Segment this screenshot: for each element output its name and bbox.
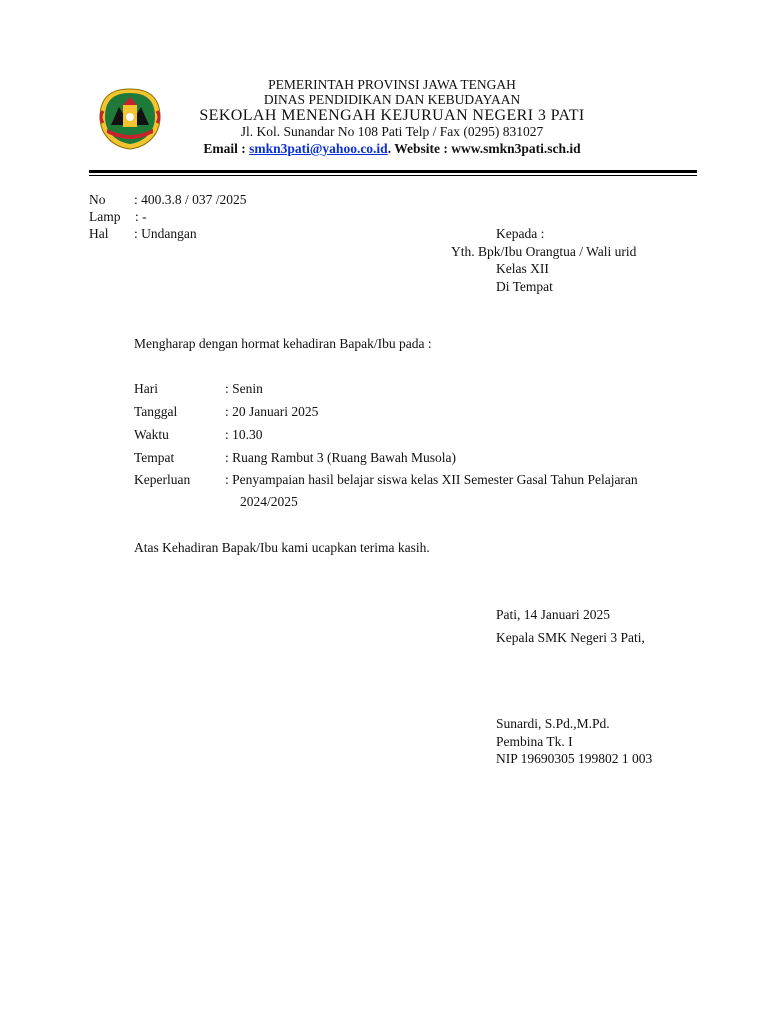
letterhead-address: Jl. Kol. Sunandar No 108 Pati Telp / Fax (0295) 831027	[240, 124, 544, 139]
detail-tempat-value: : Ruang Rambut 3 (Ruang Bawah Musola)	[225, 450, 456, 465]
signature-nip: NIP 19690305 199802 1 003	[496, 751, 653, 766]
letterhead-department: DINAS PENDIDIKAN DAN KEBUDAYAAN	[263, 92, 521, 107]
closing-sentence: Atas Kehadiran Bapak/Ibu kami ucapkan terima kasih.	[134, 540, 430, 555]
recipient-kepada: Kepada :	[496, 226, 545, 241]
letterhead-divider-thin	[89, 175, 697, 176]
signature-title: Kepala SMK Negeri 3 Pati,	[496, 630, 645, 645]
letterhead-school-name: SEKOLAH MENENGAH KEJURUAN NEGERI 3 PATI	[199, 107, 585, 124]
detail-keperluan-value: : Penyampaian hasil belajar siswa kelas XII Semester Gasal Tahun Pelajaran	[225, 472, 638, 487]
opening-sentence: Mengharap dengan hormat kehadiran Bapak/Ibu pada :	[134, 336, 432, 351]
detail-tanggal-value: : 20 Januari 2025	[225, 404, 319, 419]
recipient-place: Di Tempat	[496, 279, 553, 294]
lamp-label: Lamp	[89, 209, 121, 224]
no-value: : 400.3.8 / 037 /2025	[134, 192, 247, 207]
detail-hari-label: Hari	[134, 381, 158, 396]
letterhead-contact	[0, 142, 768, 156]
signature-name: Sunardi, S.Pd.,M.Pd.	[496, 716, 610, 731]
recipient-class: Kelas XII	[496, 261, 549, 276]
signature-place-date: Pati, 14 Januari 2025	[496, 607, 610, 622]
no-label: No	[89, 192, 106, 207]
detail-hari-value: : Senin	[225, 381, 263, 396]
signature-rank: Pembina Tk. I	[496, 734, 573, 749]
detail-waktu-value: : 10.30	[225, 427, 263, 442]
detail-keperluan-value-continued: 2024/2025	[240, 494, 298, 509]
recipient-yth: Yth. Bpk/Ibu Orangtua / Wali urid	[451, 244, 637, 259]
email-link[interactable]: smkn3pati@yahoo.co.id	[249, 141, 388, 156]
website-text: . Website : www.smkn3pati.sch.id	[387, 141, 581, 156]
lamp-value: : -	[135, 209, 147, 224]
detail-waktu-label: Waktu	[134, 427, 169, 442]
letterhead-province: PEMERINTAH PROVINSI JAWA TENGAH	[268, 77, 516, 92]
hal-label: Hal	[89, 226, 109, 241]
hal-value: : Undangan	[134, 226, 197, 241]
email-label: Email :	[203, 141, 250, 156]
detail-tempat-label: Tempat	[134, 450, 175, 465]
detail-keperluan-label: Keperluan	[134, 472, 191, 487]
letterhead-divider-thick	[89, 170, 697, 173]
detail-tanggal-label: Tanggal	[134, 404, 178, 419]
